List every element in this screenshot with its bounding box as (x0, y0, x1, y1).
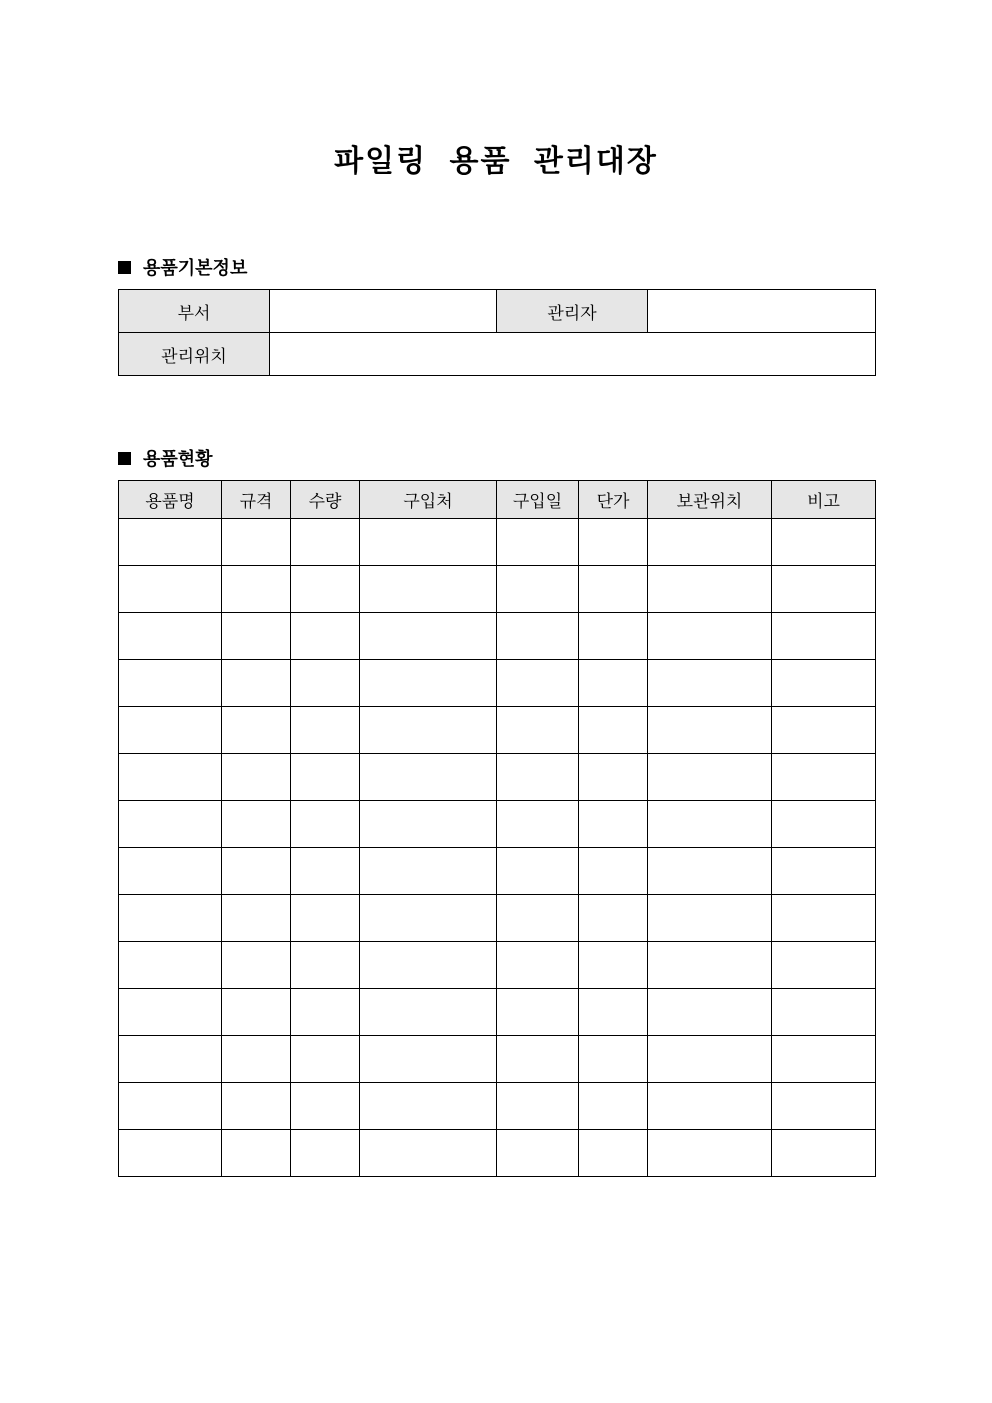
column-header-item-name: 용품명 (119, 481, 222, 519)
cell-purchase-date[interactable] (497, 613, 579, 660)
cell-quantity[interactable] (291, 707, 360, 754)
cell-quantity[interactable] (291, 1036, 360, 1083)
cell-storage-location[interactable] (648, 989, 772, 1036)
cell-quantity[interactable] (291, 1130, 360, 1177)
cell-item-name[interactable] (119, 613, 222, 660)
column-header-purchase-date: 구입일 (497, 481, 579, 519)
cell-spec[interactable] (222, 707, 291, 754)
cell-quantity[interactable] (291, 754, 360, 801)
column-header-storage-location: 보관위치 (648, 481, 772, 519)
basic-info-table (118, 289, 876, 376)
inventory-table (118, 480, 876, 1177)
cell-storage-location[interactable] (648, 848, 772, 895)
cell-vendor[interactable] (360, 1083, 497, 1130)
cell-storage-location[interactable] (648, 613, 772, 660)
inventory-heading-text: 용품현황 (143, 449, 213, 470)
cell-spec[interactable] (222, 1130, 291, 1177)
cell-item-name[interactable] (119, 801, 222, 848)
cell-item-name[interactable] (119, 1036, 222, 1083)
cell-spec[interactable] (222, 801, 291, 848)
square-bullet-icon (118, 452, 131, 465)
cell-purchase-date[interactable] (497, 754, 579, 801)
table-row (119, 801, 876, 848)
cell-remarks[interactable] (772, 942, 876, 989)
cell-spec[interactable] (222, 1036, 291, 1083)
cell-purchase-date[interactable] (497, 566, 579, 613)
document-title: 파일링 용품 관리대장 (334, 144, 658, 179)
cell-spec[interactable] (222, 989, 291, 1036)
column-header-vendor: 구입처 (360, 481, 497, 519)
cell-remarks[interactable] (772, 895, 876, 942)
cell-remarks[interactable] (772, 989, 876, 1036)
inventory-header-row (119, 481, 876, 519)
cell-vendor[interactable] (360, 895, 497, 942)
column-header-quantity: 수량 (291, 481, 360, 519)
cell-storage-location[interactable] (648, 1083, 772, 1130)
cell-storage-location[interactable] (648, 942, 772, 989)
cell-remarks[interactable] (772, 1036, 876, 1083)
cell-quantity[interactable] (291, 566, 360, 613)
cell-vendor[interactable] (360, 613, 497, 660)
cell-purchase-date[interactable] (497, 801, 579, 848)
location-field[interactable] (270, 333, 876, 376)
cell-unit-price[interactable] (579, 754, 648, 801)
cell-item-name[interactable] (119, 754, 222, 801)
cell-item-name[interactable] (119, 519, 222, 566)
cell-remarks[interactable] (772, 1130, 876, 1177)
table-row (119, 848, 876, 895)
cell-quantity[interactable] (291, 1083, 360, 1130)
table-row (119, 519, 876, 566)
manager-label: 관리자 (497, 290, 648, 333)
cell-remarks[interactable] (772, 660, 876, 707)
cell-quantity[interactable] (291, 660, 360, 707)
cell-vendor[interactable] (360, 989, 497, 1036)
cell-storage-location[interactable] (648, 754, 772, 801)
cell-spec[interactable] (222, 754, 291, 801)
basic-info-heading (118, 254, 247, 280)
column-header-unit-price: 단가 (579, 481, 648, 519)
table-row (119, 754, 876, 801)
cell-quantity[interactable] (291, 895, 360, 942)
cell-purchase-date[interactable] (497, 989, 579, 1036)
cell-item-name[interactable] (119, 942, 222, 989)
table-row (119, 660, 876, 707)
department-field[interactable] (270, 290, 497, 333)
cell-unit-price[interactable] (579, 707, 648, 754)
inventory-heading (118, 445, 213, 471)
cell-purchase-date[interactable] (497, 942, 579, 989)
cell-unit-price[interactable] (579, 613, 648, 660)
manager-field[interactable] (648, 290, 876, 333)
cell-spec[interactable] (222, 895, 291, 942)
cell-purchase-date[interactable] (497, 519, 579, 566)
cell-spec[interactable] (222, 660, 291, 707)
cell-vendor[interactable] (360, 754, 497, 801)
cell-vendor[interactable] (360, 519, 497, 566)
column-header-remarks: 비고 (772, 481, 876, 519)
cell-item-name[interactable] (119, 660, 222, 707)
cell-spec[interactable] (222, 1083, 291, 1130)
table-row (119, 895, 876, 942)
cell-item-name[interactable] (119, 989, 222, 1036)
cell-purchase-date[interactable] (497, 848, 579, 895)
cell-item-name[interactable] (119, 707, 222, 754)
cell-vendor[interactable] (360, 942, 497, 989)
table-row (119, 707, 876, 754)
cell-remarks[interactable] (772, 707, 876, 754)
cell-vendor[interactable] (360, 660, 497, 707)
cell-storage-location[interactable] (648, 895, 772, 942)
cell-unit-price[interactable] (579, 1036, 648, 1083)
basic-info-row-2 (119, 333, 876, 376)
basic-info-heading-text: 용품기본정보 (143, 258, 248, 279)
cell-remarks[interactable] (772, 1083, 876, 1130)
table-row (119, 989, 876, 1036)
cell-vendor[interactable] (360, 801, 497, 848)
cell-purchase-date[interactable] (497, 895, 579, 942)
department-label: 부서 (119, 290, 270, 333)
cell-spec[interactable] (222, 848, 291, 895)
cell-unit-price[interactable] (579, 1130, 648, 1177)
cell-unit-price[interactable] (579, 566, 648, 613)
table-row (119, 1083, 876, 1130)
cell-purchase-date[interactable] (497, 1036, 579, 1083)
cell-item-name[interactable] (119, 566, 222, 613)
cell-remarks[interactable] (772, 566, 876, 613)
cell-storage-location[interactable] (648, 566, 772, 613)
cell-spec[interactable] (222, 566, 291, 613)
location-label: 관리위치 (119, 333, 270, 376)
cell-quantity[interactable] (291, 942, 360, 989)
cell-remarks[interactable] (772, 848, 876, 895)
cell-unit-price[interactable] (579, 942, 648, 989)
cell-vendor[interactable] (360, 566, 497, 613)
cell-spec[interactable] (222, 942, 291, 989)
cell-unit-price[interactable] (579, 801, 648, 848)
cell-quantity[interactable] (291, 989, 360, 1036)
cell-remarks[interactable] (772, 754, 876, 801)
cell-remarks[interactable] (772, 519, 876, 566)
table-row (119, 1036, 876, 1083)
table-row (119, 942, 876, 989)
cell-item-name[interactable] (119, 848, 222, 895)
table-row (119, 1130, 876, 1177)
cell-storage-location[interactable] (648, 801, 772, 848)
cell-unit-price[interactable] (579, 895, 648, 942)
cell-storage-location[interactable] (648, 707, 772, 754)
cell-item-name[interactable] (119, 1130, 222, 1177)
cell-unit-price[interactable] (579, 1083, 648, 1130)
table-row (119, 613, 876, 660)
cell-purchase-date[interactable] (497, 707, 579, 754)
cell-item-name[interactable] (119, 1083, 222, 1130)
cell-vendor[interactable] (360, 1130, 497, 1177)
cell-vendor[interactable] (360, 848, 497, 895)
cell-unit-price[interactable] (579, 989, 648, 1036)
square-bullet-icon (118, 261, 131, 274)
cell-unit-price[interactable] (579, 519, 648, 566)
cell-storage-location[interactable] (648, 1130, 772, 1177)
cell-quantity[interactable] (291, 801, 360, 848)
cell-unit-price[interactable] (579, 660, 648, 707)
cell-purchase-date[interactable] (497, 660, 579, 707)
cell-unit-price[interactable] (579, 848, 648, 895)
column-header-spec: 규격 (222, 481, 291, 519)
cell-storage-location[interactable] (648, 660, 772, 707)
cell-spec[interactable] (222, 519, 291, 566)
cell-purchase-date[interactable] (497, 1130, 579, 1177)
cell-vendor[interactable] (360, 707, 497, 754)
cell-quantity[interactable] (291, 848, 360, 895)
cell-storage-location[interactable] (648, 519, 772, 566)
cell-quantity[interactable] (291, 519, 360, 566)
basic-info-row-1 (119, 290, 876, 333)
cell-remarks[interactable] (772, 801, 876, 848)
cell-remarks[interactable] (772, 613, 876, 660)
cell-quantity[interactable] (291, 613, 360, 660)
table-row (119, 566, 876, 613)
cell-spec[interactable] (222, 613, 291, 660)
cell-item-name[interactable] (119, 895, 222, 942)
cell-purchase-date[interactable] (497, 1083, 579, 1130)
cell-storage-location[interactable] (648, 1036, 772, 1083)
cell-vendor[interactable] (360, 1036, 497, 1083)
